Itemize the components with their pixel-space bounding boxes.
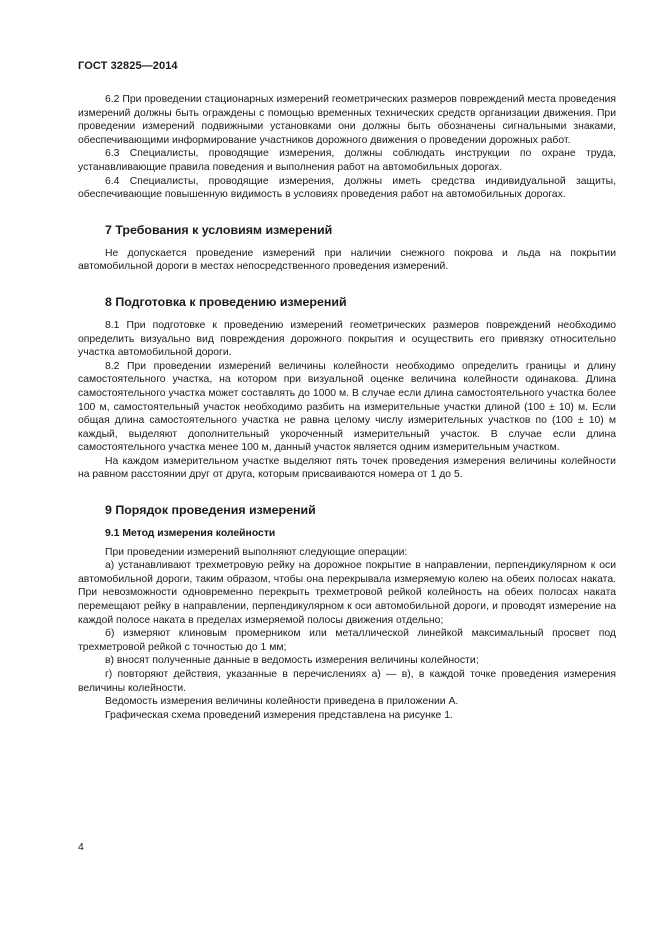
paragraph-9-appendix: Ведомость измерения величины колейности приведена в приложении А. (105, 696, 459, 708)
page-number: 4 (78, 842, 84, 853)
paragraph-9-intro: При проведении измерений выполняют следующие операции: (105, 546, 408, 558)
paragraph-9-figure: Графическая схема проведений измерения представлена на рисунке 1. (105, 709, 453, 721)
paragraph-6-4: 6.4 Специалисты, проводящие измерения, должны иметь средства индивидуальной защиты, обеспечивающие повышенную видимость в условиях проведения работ на автомобильных дорогах. (78, 175, 616, 201)
subsection-9-1-heading: 9.1 Метод измерения колейности (105, 528, 276, 540)
document-header: ГОСТ 32825—2014 (78, 60, 178, 72)
paragraph-9-b: б) измеряют клиновым промерником или металлической линейкой максимальный просвет под трехметровой рейкой с точностью до 1 мм; (78, 628, 616, 653)
section-9-heading: 9 Порядок проведения измерений (105, 503, 316, 518)
paragraph-9-v: в) вносят полученные данные в ведомость измерения величины колейности; (105, 655, 479, 667)
paragraph-6-3: 6.3 Специалисты, проводящие измерения, должны соблюдать инструкции по охране труда, устанавливающие правила поведения и выполнения работ на автомобильных дорогах. (78, 148, 616, 173)
paragraph-8-3: На каждом измерительном участке выделяют пять точек проведения измерения величины колейности на равном расстоянии друг от друга, которым присваиваются номера от 1 до 5. (78, 455, 616, 481)
paragraph-9-g: г) повторяют действия, указанные в перечислениях а) — в), в каждой точке проведения измерения величины колейности. (78, 669, 616, 694)
paragraph-7: Не допускается проведение измерений при наличии снежного покрова и льда на покрытии автомобильной дороги в местах непосредственного проведения измерений. (78, 247, 616, 273)
section-8-heading: 8 Подготовка к проведению измерений (105, 294, 347, 309)
paragraph-9-a: а) устанавливают трехметровую рейку на дорожное покрытие в направлении, перпендикулярном к оси автомобильной дороги, таким образом, чтобы она перекрывала измеряемую колею на обеих полосах наката. При невозможности одновременно перекрыть трехметровой рейкой колейность на обеих полосах наката перемещают рейку в направлении, перпендикулярном к оси автомобильной дороги, и проводят измерение на каждой полосе наката в пределах измеряемой полосы движения отдельно; (78, 560, 616, 626)
paragraph-8-1: 8.1 При подготовке к проведению измерений геометрических размеров повреждений необходимо определить визуально вид повреждения дорожного покрытия и осуществить его привязку относительно участка автомобильной дороги. (78, 319, 616, 359)
paragraph-8-2: 8.2 При проведении измерений величины колейности необходимо определить границы и длину самостоятельного участка, на котором при визуальной оценке величина колейности одинакова. Длина самостоятельного участка может составлять до 1000 м. В случае если длина самостоятельного участка более 100 м, самостоятельный участок необходимо разбить на измерительные участки длиной (100 ± 10) м. Если общая длина самостоятельного участка не равна целому числу измерительных участков по (100 ± 10) м каждый, выделяют дополнительный укороченный измерительный участок. В случае если длина самостоятельного участка менее 100 м, данный участок является одним измерительным участком. (78, 360, 616, 454)
document-body (78, 93, 616, 722)
paragraph-6-2: 6.2 При проведении стационарных измерений геометрических размеров повреждений места проведения измерений должны быть ограждены с помощью временных технических средств организации движения. При проведении измерений подвижными установками они должны быть обозначены сигнальными знаками, обеспечивающими информирование участников дорожного движения о проведении дорожных работ. (78, 94, 616, 146)
section-7-heading: 7 Требования к условиям измерений (105, 222, 333, 237)
